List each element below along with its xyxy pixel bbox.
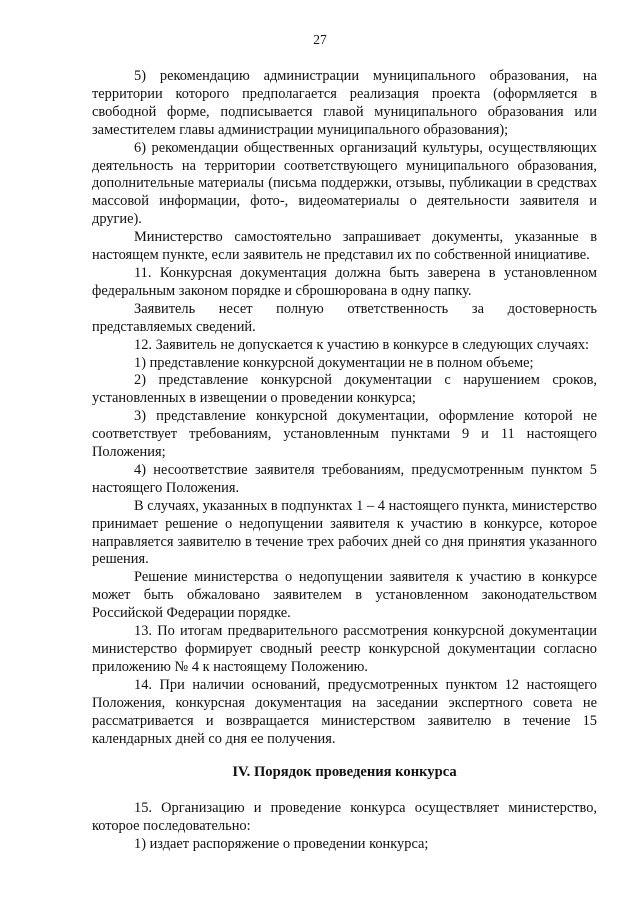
section-heading: IV. Порядок проведения конкурса bbox=[232, 764, 457, 781]
paragraph-item-6-recommendation-organizations: 6) рекомендации общественных организаций культуры, осуществляющих деятельность на территории соответствующего муниципального образования, дополнительные материалы (письма поддержки, отзывы, публикации в средствах массовой информации, фото-, видеоматериалы о деятельности заявителя и другие). bbox=[92, 139, 597, 228]
paragraph-item-5-recommendation-administration: 5) рекомендацию администрации муниципального образования, на территории которого предполагается реализация проекта (оформляется в свободной форме, подписывается главой муниципального образования или заместителем главы администрации муниципального образования); bbox=[92, 68, 597, 138]
document-body bbox=[92, 68, 597, 854]
paragraph-appeal: Решение министерства о недопущении заявителя к участию в конкурсе может быть обжаловано заявителем в установленном законодательством Российской Федерации порядке. bbox=[92, 569, 597, 622]
paragraph-13-registry: 13. По итогам предварительного рассмотрения конкурсной документации министерство формирует сводный реестр конкурсной документации согласно приложению № 4 к настоящему Положению. bbox=[92, 623, 597, 675]
paragraph-12-case-3: 3) представление конкурсной документации, оформление которой не соответствует требованиям, установленным пунктами 9 и 11 настоящего Положения; bbox=[92, 408, 597, 461]
paragraph-11-documentation: 11. Конкурсная документация должна быть заверена в установленном федеральным законом порядке и сброшюрована в одну папку. bbox=[92, 264, 597, 299]
paragraph-15-step-1: 1) издает распоряжение о проведении конкурса; bbox=[134, 836, 429, 853]
paragraph-non-admission-decision: В случаях, указанных в подпунктах 1 – 4 настоящего пункта, министерство принимает решение о недопущении заявителя к участию в конкурсе, которое направляется заявителю в течение трех рабочих дней со дня принятия указанного решения. bbox=[92, 497, 597, 568]
paragraph-applicant-responsibility: Заявитель несет полную ответственность за достоверность представляемых сведений. bbox=[92, 300, 597, 335]
paragraph-12-case-1: 1) представление конкурсной документации не в полном объеме; bbox=[134, 354, 534, 371]
paragraph-15-organization: 15. Организацию и проведение конкурса осуществляет министерство, которое последовательно: bbox=[92, 800, 597, 835]
paragraph-12-not-admitted: 12. Заявитель не допускается к участию в конкурсе в следующих случаях: bbox=[134, 336, 590, 353]
paragraph-12-case-2: 2) представление конкурсной документации с нарушением сроков, установленных в извещении о проведении конкурса; bbox=[92, 372, 597, 407]
paragraph-12-case-4: 4) несоответствие заявителя требованиям, предусмотренным пунктом 5 настоящего Положения. bbox=[92, 461, 597, 496]
paragraph-14-return: 14. При наличии оснований, предусмотренных пунктом 12 настоящего Положения, конкурсная документация на заседании экспертного совета не рассматривается и возвращается министерством заявителю в течение 15 календарных дней со дня ее получения. bbox=[92, 676, 597, 747]
paragraph-ministry-requests: Министерство самостоятельно запрашивает документы, указанные в настоящем пункте, если заявитель не представил их по собственной инициативе. bbox=[92, 229, 597, 264]
page-number: 27 bbox=[313, 32, 327, 47]
